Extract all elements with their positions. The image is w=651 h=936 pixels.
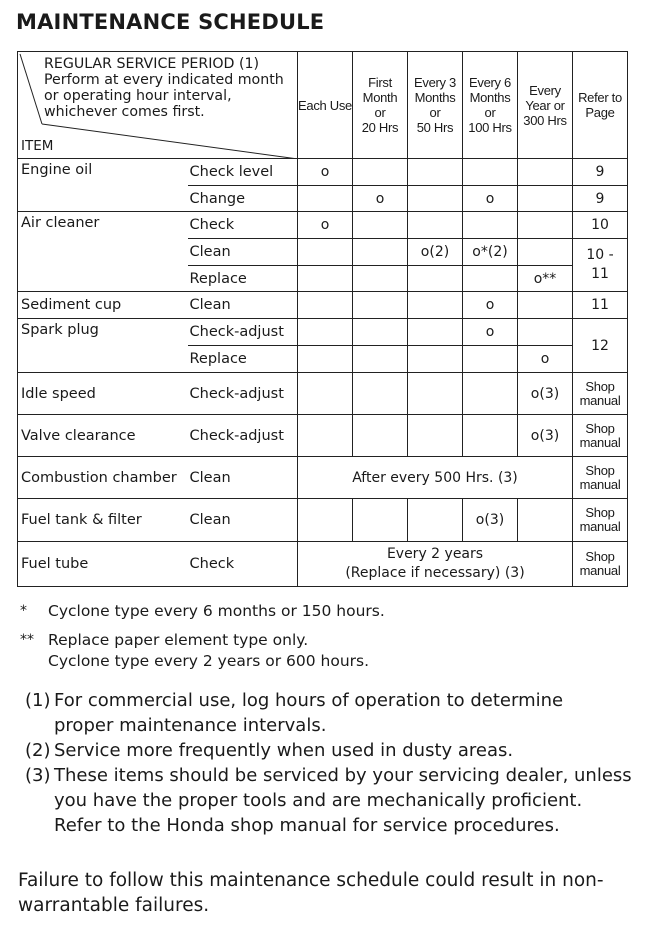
table-row (18, 542, 628, 587)
item-cell: Engine oil (18, 159, 188, 212)
action-cell: Change (188, 186, 298, 212)
col-first-month: First Month or 20 Hrs (353, 52, 408, 159)
table-row: Change o o 9 (18, 186, 628, 212)
col-every-6-months: Every 6 Months or 100 Hrs (463, 52, 518, 159)
note-2: (2) Service more frequently when used in dusty areas. (25, 740, 514, 761)
page-cell: 10 (573, 212, 628, 239)
table-row: Valve clearance Check-adjust o(3) Shop manual (18, 415, 628, 457)
table-row: Fuel tank & filter Clean o(3) Shop manual (18, 499, 628, 542)
action-cell: Clean (188, 499, 298, 542)
action-cell: Replace (188, 346, 298, 373)
warranty-warning: Failure to follow this maintenance schedule could result in non- warrantable failures. (18, 870, 604, 916)
item-cell: Spark plug (18, 319, 188, 373)
page-cell: 11 (573, 292, 628, 319)
item-cell: Air cleaner (18, 212, 188, 292)
item-header: ITEM (21, 138, 54, 154)
col-every-3-months: Every 3 Months or 50 Hrs (408, 52, 463, 159)
footnote-single-star: * Cyclone type every 6 months or 150 hours. (20, 602, 385, 620)
table-row: Replace o** (18, 266, 628, 292)
table-row (18, 457, 628, 499)
table-row: Engine oil Check level o 9 (18, 159, 628, 186)
page-cell: Shop manual (573, 542, 628, 587)
page-cell: 12 (573, 319, 628, 373)
page-cell: 9 (573, 159, 628, 186)
table-row: Spark plug Check-adjust o 12 (18, 319, 628, 346)
table-header-row (18, 52, 628, 159)
span-note-cell: Every 2 years (Replace if necessary) (3) (298, 542, 573, 587)
table-row: Sediment cup Clean o 11 (18, 292, 628, 319)
note-1: (1) For commercial use, log hours of operation to determine proper maintenance intervals. (25, 690, 564, 736)
action-cell: Check-adjust (188, 415, 298, 457)
maintenance-table (17, 51, 628, 587)
span-note-cell: After every 500 Hrs. (3) (298, 457, 573, 499)
action-cell: Check (188, 212, 298, 239)
note-3: (3) These items should be serviced by your servicing dealer, unless you have the proper tools and are mechanically proficient. Refer to the Honda shop manual for service procedures. (25, 765, 632, 836)
col-every-year: Every Year or 300 Hrs (518, 52, 573, 159)
item-cell: Sediment cup (18, 292, 188, 319)
page-cell: Shop manual (573, 457, 628, 499)
page-cell: 10 - 11 (573, 239, 628, 292)
footnote-double-star: ** Replace paper element type only. Cyclone type every 2 years or 600 hours. (20, 631, 370, 670)
action-cell: Check-adjust (188, 319, 298, 346)
action-cell: Replace (188, 266, 298, 292)
period-header-cell (18, 52, 298, 159)
page-cell: Shop manual (573, 499, 628, 542)
page-title: MAINTENANCE SCHEDULE (16, 10, 325, 34)
item-cell: Fuel tube (18, 542, 188, 587)
table-row: Clean o(2) o*(2) 10 - 11 (18, 239, 628, 266)
numbered-notes (25, 688, 635, 838)
page-cell: Shop manual (573, 415, 628, 457)
col-refer-page: Refer to Page (573, 52, 628, 159)
table-row: Air cleaner Check o 10 (18, 212, 628, 239)
table-row: Idle speed Check-adjust o(3) Shop manual (18, 373, 628, 415)
col-each-use: Each Use (298, 52, 353, 159)
action-cell: Check (188, 542, 298, 587)
action-cell: Check level (188, 159, 298, 186)
action-cell: Clean (188, 239, 298, 266)
action-cell: Clean (188, 292, 298, 319)
item-cell: Valve clearance (18, 415, 188, 457)
item-cell: Fuel tank & filter (18, 499, 188, 542)
action-cell: Check-adjust (188, 373, 298, 415)
table-row: Replace o (18, 346, 628, 373)
page-cell: 9 (573, 186, 628, 212)
action-cell: Clean (188, 457, 298, 499)
item-cell: Idle speed (18, 373, 188, 415)
regular-service-period-text: REGULAR SERVICE PERIOD (1) Perform at every indicated month or operating hour interval, whichever comes first. (44, 56, 284, 120)
page-cell: Shop manual (573, 373, 628, 415)
item-cell: Combustion chamber (18, 457, 188, 499)
